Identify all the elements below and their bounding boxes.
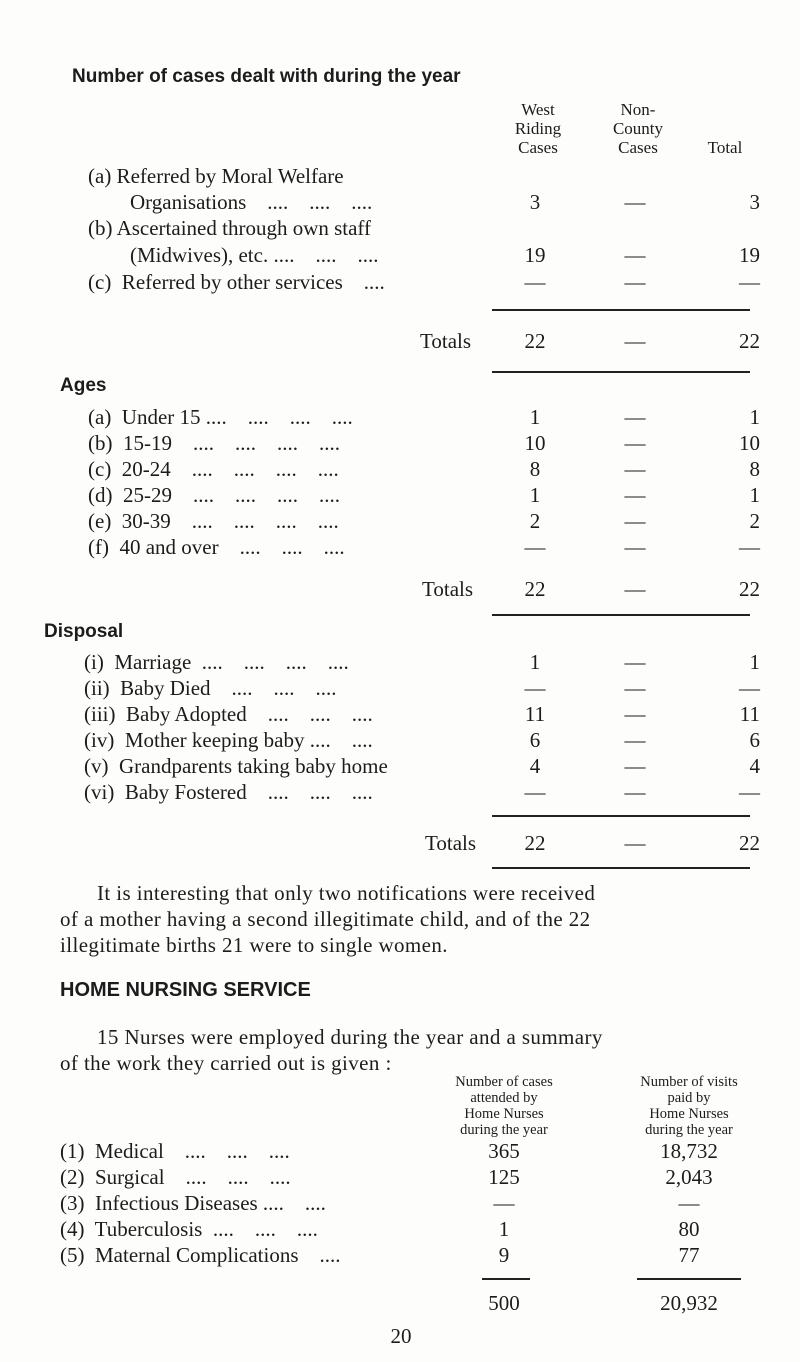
disposal-row-iii-west: 11 — [524, 702, 546, 726]
col-header-non-county: Non- County Cases — [612, 100, 664, 157]
nursing-row-3-visits: — — [678, 1191, 700, 1215]
disposal-row-i-west: 1 — [529, 650, 541, 674]
rule-table1-bottom — [492, 371, 750, 373]
rule-visits-total — [637, 1278, 741, 1280]
disposal-row-iv-west: 6 — [529, 728, 541, 752]
disposal-totals-non: — — [624, 831, 646, 855]
disposal-row-v-total: 4 — [749, 754, 760, 778]
home-nursing-intro-2: of the work they carried out is given : — [60, 1051, 392, 1075]
age-row-f-total: — — [739, 535, 760, 559]
disposal-row-v-label: (v) Grandparents taking baby home — [84, 754, 388, 778]
ages-totals-label: Totals — [422, 577, 474, 601]
age-row-b-west: 10 — [524, 431, 546, 455]
nursing-row-2-label: (2) Surgical .... .... .... — [60, 1165, 291, 1189]
row-b-label: (b) Ascertained through own staff — [88, 216, 372, 240]
col-header-cases: Number of cases attended by Home Nurses during the year — [455, 1074, 553, 1138]
age-row-b-label: (b) 15-19 .... .... .... .... — [88, 431, 340, 455]
nursing-row-4-visits: 80 — [678, 1217, 700, 1241]
ages-totals-total: 22 — [739, 577, 760, 601]
disposal-row-vi-total: — — [739, 780, 760, 804]
home-nursing-heading: HOME NURSING SERVICE — [60, 979, 311, 1001]
disposal-row-ii-non: — — [624, 676, 646, 700]
nursing-row-5-label: (5) Maternal Complications .... — [60, 1243, 341, 1267]
age-row-b-total: 10 — [739, 431, 760, 455]
age-row-f-label: (f) 40 and over .... .... .... — [88, 535, 345, 559]
row-b-west: 19 — [524, 243, 546, 267]
nursing-row-1-visits: 18,732 — [660, 1139, 718, 1163]
nursing-row-2-cases: 125 — [488, 1165, 520, 1189]
row-a-total: 3 — [749, 190, 760, 214]
nursing-row-4-cases: 1 — [498, 1217, 510, 1241]
disposal-row-iii-non: — — [624, 702, 646, 726]
age-row-e-non: — — [624, 509, 646, 533]
rule-disposal-top — [492, 815, 750, 817]
age-row-a-label: (a) Under 15 .... .... .... .... — [88, 405, 353, 429]
table1-totals-non: — — [624, 329, 646, 353]
age-row-a-total: 1 — [749, 405, 760, 429]
disposal-row-i-total: 1 — [749, 650, 760, 674]
rule-cases-total — [482, 1278, 530, 1280]
age-row-c-west: 8 — [529, 457, 541, 481]
nursing-row-3-label: (3) Infectious Diseases .... .... — [60, 1191, 326, 1215]
age-row-e-west: 2 — [529, 509, 541, 533]
disposal-row-ii-label: (ii) Baby Died .... .... .... — [84, 676, 337, 700]
table1-totals-west: 22 — [524, 329, 546, 353]
disposal-row-ii-west: — — [524, 676, 546, 700]
row-a-label: (a) Referred by Moral Welfare — [88, 164, 344, 188]
table1-totals-label: Totals — [420, 329, 472, 353]
disposal-row-iii-label: (iii) Baby Adopted .... .... .... — [84, 702, 373, 726]
disposal-row-iv-non: — — [624, 728, 646, 752]
disposal-row-iv-label: (iv) Mother keeping baby .... .... — [84, 728, 373, 752]
page-number: 20 — [390, 1324, 412, 1348]
age-row-a-non: — — [624, 405, 646, 429]
disposal-totals-total: 22 — [739, 831, 760, 855]
disposal-row-v-west: 4 — [529, 754, 541, 778]
home-nursing-intro-1: 15 Nurses were employed during the year and a summary — [97, 1025, 603, 1049]
age-row-a-west: 1 — [529, 405, 541, 429]
nursing-row-5-visits: 77 — [678, 1243, 700, 1267]
rule-ages-bottom — [492, 614, 750, 616]
row-c-total: — — [739, 270, 760, 294]
disposal-row-i-non: — — [624, 650, 646, 674]
row-c-non: — — [624, 270, 646, 294]
age-row-f-non: — — [624, 535, 646, 559]
disposal-totals-label: Totals — [425, 831, 477, 855]
nursing-row-3-cases: — — [493, 1191, 515, 1215]
table1-totals-total: 22 — [739, 329, 760, 353]
age-row-d-total: 1 — [749, 483, 760, 507]
age-row-d-west: 1 — [529, 483, 541, 507]
paragraph-line-2: of a mother having a second illegitimate child, and of the 22 — [60, 907, 591, 931]
ages-heading: Ages — [60, 375, 107, 396]
ages-totals-west: 22 — [524, 577, 546, 601]
col-header-total: Total — [707, 138, 743, 157]
paragraph-line-1: It is interesting that only two notifications were received — [97, 881, 596, 905]
disposal-row-iv-total: 6 — [749, 728, 760, 752]
age-row-f-west: — — [524, 535, 546, 559]
rule-disposal-bottom — [492, 867, 750, 869]
row-b-label-cont: (Midwives), etc. .... .... .... — [130, 243, 379, 267]
row-c-label: (c) Referred by other services .... — [88, 270, 385, 294]
age-row-d-label: (d) 25-29 .... .... .... .... — [88, 483, 340, 507]
disposal-row-ii-total: — — [739, 676, 760, 700]
ages-totals-non: — — [624, 577, 646, 601]
age-row-c-total: 8 — [749, 457, 760, 481]
row-b-total: 19 — [739, 243, 760, 267]
disposal-row-v-non: — — [624, 754, 646, 778]
disposal-row-iii-total: 11 — [739, 702, 760, 726]
nursing-row-2-visits: 2,043 — [665, 1165, 713, 1189]
disposal-row-vi-non: — — [624, 780, 646, 804]
disposal-row-vi-label: (vi) Baby Fostered .... .... .... — [84, 780, 373, 804]
nursing-row-1-label: (1) Medical .... .... .... — [60, 1139, 290, 1163]
nursing-row-4-label: (4) Tuberculosis .... .... .... — [60, 1217, 318, 1241]
page-title: Number of cases dealt with during the year — [72, 66, 461, 87]
nursing-total-cases: 500 — [488, 1291, 520, 1315]
col-header-visits: Number of visits paid by Home Nurses during the year — [640, 1074, 738, 1138]
row-a-non: — — [624, 190, 646, 214]
disposal-totals-west: 22 — [524, 831, 546, 855]
paragraph-line-3: illegitimate births 21 were to single women. — [60, 933, 448, 957]
rule-table1-top — [492, 309, 750, 311]
age-row-e-label: (e) 30-39 .... .... .... .... — [88, 509, 339, 533]
disposal-heading: Disposal — [44, 621, 124, 642]
age-row-c-label: (c) 20-24 .... .... .... .... — [88, 457, 339, 481]
row-a-west: 3 — [529, 190, 541, 214]
age-row-e-total: 2 — [749, 509, 760, 533]
disposal-row-i-label: (i) Marriage .... .... .... .... — [84, 650, 349, 674]
row-c-west: — — [524, 270, 546, 294]
row-b-non: — — [624, 243, 646, 267]
col-header-west-riding: West Riding Cases — [514, 100, 562, 157]
age-row-c-non: — — [624, 457, 646, 481]
row-a-label-cont: Organisations .... .... .... — [130, 190, 373, 214]
nursing-total-visits: 20,932 — [660, 1291, 718, 1315]
nursing-row-1-cases: 365 — [488, 1139, 520, 1163]
age-row-d-non: — — [624, 483, 646, 507]
age-row-b-non: — — [624, 431, 646, 455]
disposal-row-vi-west: — — [524, 780, 546, 804]
nursing-row-5-cases: 9 — [498, 1243, 510, 1267]
